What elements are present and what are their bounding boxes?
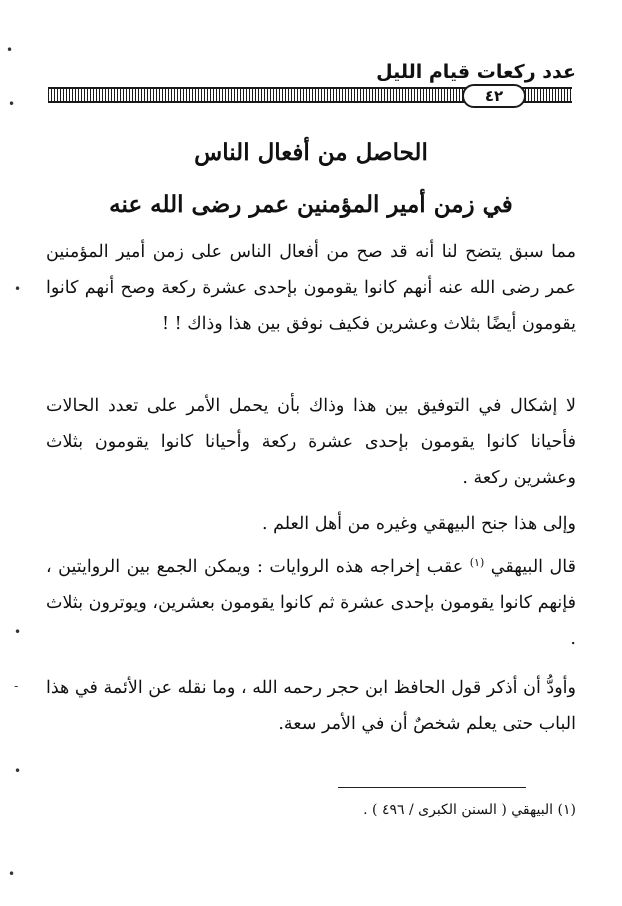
paragraph-2: لا إشكال في التوفيق بين هذا وذاك بأن يحمل الأمر على تعدد الحالات فأحيانا كانوا يقومون بإحدى عشرة ركعة وأحيانا كانوا يقومون بثلاث وعشرين ركعة . — [46, 396, 576, 488]
section-subheading: في زمن أمير المؤمنين عمر رضى الله عنه — [109, 191, 513, 218]
margin-mark: • — [8, 97, 16, 111]
margin-mark: • — [14, 625, 22, 639]
paragraph-4-start: قال البيهقي — [490, 557, 576, 577]
margin-mark: - — [14, 679, 19, 693]
page-number: ٤٢ — [462, 84, 526, 108]
footnote-ref: (١) — [469, 556, 485, 569]
margin-mark: • — [14, 764, 22, 778]
margin-mark: • — [14, 282, 22, 296]
paragraph-3: وإلى هذا جنح البيهقي وغيره من أهل العلم . — [261, 514, 576, 534]
running-title: عدد ركعات قيام الليل — [376, 61, 576, 83]
paragraph-4 — [46, 549, 576, 657]
margin-mark: • — [8, 867, 16, 881]
paragraph-4-rest: عقب إخراجه هذه الروايات : ويمكن الجمع بين الروايتين ، فإنهم كانوا يقومون بإحدى عشرة ثم كانوا يقومون بعشرين، ويوترون بثلاث . — [46, 557, 576, 649]
paragraph-1: مما سبق يتضح لنا أنه قد صح من أفعال الناس على زمن أمير المؤمنين عمر رضى الله عنه أنهم كانوا يقومون بإحدى عشرة ركعة وصح أنهم كانوا يقومون أيضًا بثلاث وعشرين فكيف نوفق بين هذا وذاك ! ! — [46, 242, 576, 334]
section-heading: الحاصل من أفعال الناس — [194, 139, 428, 166]
margin-mark: • — [6, 43, 14, 57]
paragraph-5: وأودُّ أن أذكر قول الحافظ ابن حجر رحمه الله ، وما نقله عن الأئمة في هذا الباب حتى يعلم شخصٌ أن في الأمر سعة. — [46, 678, 576, 734]
footnote: (١) البيهقي ( السنن الكبرى / ٤٩٦ ) . — [363, 802, 576, 818]
footnote-separator — [338, 787, 526, 788]
